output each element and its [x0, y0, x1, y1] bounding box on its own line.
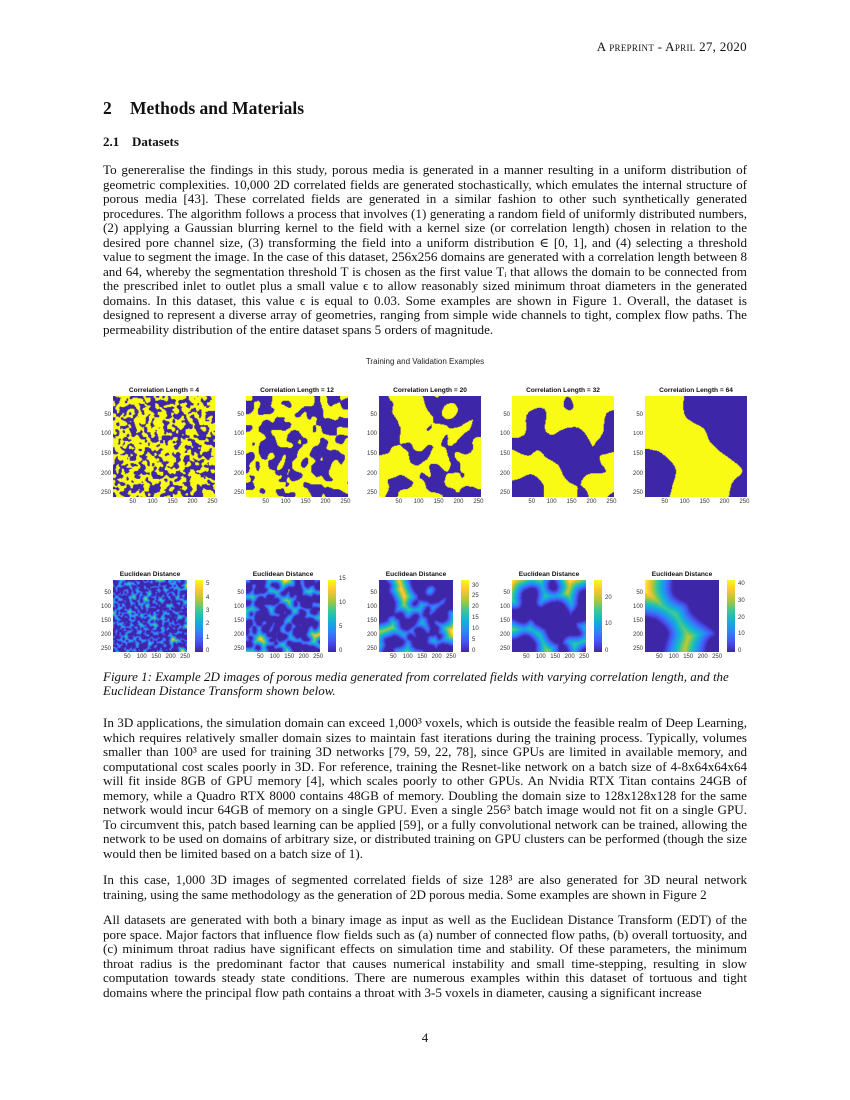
edt-ytick: 150 — [366, 618, 377, 625]
paragraph-3d-applications: In 3D applications, the simulation domain can exceed 1,000³ voxels, which is outside the feasible realm of Deep Learning, which requires relatively smaller domain sizes to maintain fast iterations during the training process. Typically, volumes smaller than 100³ are used for training 3D networks [79, 59, 22, 78], since GPUs are limited in available memory, and computational cost scales poorly in 3D. For reference, training the Resnet-like network on a batch size of 4-8x64x64x64 will fit inside 8GB of GPU memory [4], which scales poorly to other GPUs. An Nvidia RTX Titan contains 24GB of memory, while a Quadro RTX 8000 contains 48GB of memory. Doubling the domain size to 128x128x128 for the same network would incur 64GB of memory on a single GPU. Even a single 256³ batch image would not fit on a single GPU. To circumvent this, patch based learning can be applied [59], or a fully convolutional network can be trained, allowing the network to be used on domains of arbitrary size, or distributed training on GPU clusters can be performed (though the size would then be limited based on a batch size of 1). — [103, 715, 747, 861]
paragraph-datasets: To genereralise the findings in this study, porous media is generated in a manner resulting in a uniform distribution of geometric complexities. 10,000 2D correlated fields are generated stochastically, which emulates the internal structure of porous media [43]. These correlated fields are generated in a similar fashion to other such synthetically generated procedures. The algorithm follows a process that involves (1) generating a random field of uniformly distributed numbers, (2) applying a Gaussian blurring kernel to the field with a kernel size (or correlation length) chosen in relation to the desired pore channel size, (3) transforming the field into a uniform distribution ∈ [0, 1], and (4) selecting a threshold value to segment the image. In the case of this dataset, 256x256 domains are generated with a correlation length between 8 and 64, whereby the segmentation threshold T is chosen as the first value Tᵢ that allows the domain to be connected from the prescribed inlet to outlet plus a small value ϵ to allow reasonably sized minimum throat diameters in the generated domains. In this dataset, this value ϵ is equal to 0.03. Some examples are shown in Figure 1. Overall, the dataset is designed to represent a diverse array of geometries, ranging from simple wide channels to tight, complex flow paths. The permeability distribution of the entire dataset spans 5 orders of magnitude. — [103, 162, 747, 338]
colorbar-tick: 10 — [738, 631, 745, 638]
binary-xtick: 200 — [187, 499, 198, 505]
edt-ytick: 100 — [100, 603, 111, 610]
binary-ytick: 200 — [366, 470, 377, 477]
edt-xtick: 200 — [564, 654, 575, 660]
binary-porous-image — [512, 396, 614, 497]
figure-caption: Figure 1: Example 2D images of porous media generated from correlated fields with varying correlation length, and the Euclidean Distance Transform shown below. — [103, 669, 729, 698]
subsection-heading — [103, 134, 179, 150]
colorbar-tick: 1 — [206, 634, 210, 641]
colorbar-tick: 20 — [605, 594, 612, 601]
binary-xtick: 50 — [661, 499, 669, 505]
edt-ytick: 200 — [366, 632, 377, 639]
running-header: A preprint - April 27, 2020 — [596, 39, 747, 54]
binary-ytick: 150 — [499, 450, 510, 457]
binary-panel-title: Correlation Length = 20 — [393, 387, 467, 394]
binary-xtick: 50 — [262, 499, 270, 505]
binary-xtick: 50 — [395, 499, 403, 505]
edt-xtick: 150 — [151, 654, 162, 660]
colorbar-tick: 5 — [206, 581, 210, 588]
colorbar-tick: 20 — [738, 614, 745, 621]
colorbar-tick: 15 — [339, 576, 346, 582]
binary-xtick: 50 — [129, 499, 137, 505]
colorbar-tick: 40 — [738, 581, 745, 588]
binary-ytick: 150 — [100, 450, 111, 457]
colorbar-tick: 30 — [472, 582, 479, 589]
edt-xtick: 100 — [402, 654, 413, 660]
edt-ytick: 250 — [233, 646, 244, 653]
colorbar — [727, 580, 735, 652]
binary-xtick: 250 — [473, 499, 484, 505]
binary-ytick: 250 — [100, 490, 111, 497]
edt-panel-title: Euclidean Distance — [252, 571, 314, 578]
section-heading — [103, 98, 304, 119]
colorbar-tick: 10 — [472, 626, 479, 633]
edt-panel-title: Euclidean Distance — [651, 571, 713, 578]
colorbar — [594, 580, 602, 652]
edt-xtick: 50 — [655, 654, 663, 660]
edt-image — [246, 580, 320, 652]
edt-ytick: 50 — [104, 589, 111, 596]
edt-ytick: 100 — [632, 603, 643, 610]
binary-panel-title: Correlation Length = 12 — [260, 387, 334, 394]
section-title: Methods and Materials — [130, 98, 305, 118]
edt-xtick: 50 — [522, 654, 530, 660]
edt-ytick: 250 — [632, 646, 643, 653]
binary-xtick: 100 — [280, 499, 291, 505]
paragraph-edt: All datasets are generated with both a binary image as input as well as the Euclidean Distance Transform (EDT) of the pore space. Major factors that influence flow fields such as (a) number of connected flow paths, (b) overall tortuosity, and (c) minimum throat radius have significant effects on simulation time and stability. Of these parameters, the minimum throat radius is the predominant factor that causes numerical instability and small time-stepping, resulting in slow computation towards steady state conditions. There are numerous examples within this dataset of tortuous and tight domains where the principal flow path contains a throat with 3-5 voxels in diameter, causing a significant increase — [103, 912, 747, 1000]
binary-xtick: 250 — [739, 499, 750, 505]
colorbar — [195, 580, 203, 652]
colorbar — [328, 580, 336, 652]
binary-ytick: 250 — [632, 490, 643, 497]
colorbar-tick: 5 — [339, 624, 343, 630]
binary-xtick: 200 — [320, 499, 331, 505]
colorbar-tick: 0 — [206, 648, 210, 654]
binary-porous-image — [645, 396, 747, 497]
edt-xtick: 150 — [417, 654, 428, 660]
edt-panel-title: Euclidean Distance — [119, 571, 181, 578]
edt-xtick: 50 — [256, 654, 264, 660]
edt-ytick: 150 — [233, 618, 244, 625]
binary-ytick: 250 — [499, 490, 510, 497]
edt-image — [512, 580, 586, 652]
binary-xtick: 150 — [433, 499, 444, 505]
colorbar-tick: 5 — [472, 637, 476, 644]
edt-image — [645, 580, 719, 652]
binary-xtick: 200 — [453, 499, 464, 505]
figure-title: Training and Validation Examples — [365, 357, 485, 366]
colorbar-tick: 4 — [206, 594, 210, 601]
binary-panel-title: Correlation Length = 64 — [659, 387, 733, 394]
edt-ytick: 250 — [499, 646, 510, 653]
binary-xtick: 250 — [207, 499, 218, 505]
edt-xtick: 50 — [389, 654, 397, 660]
binary-ytick: 250 — [233, 490, 244, 497]
edt-xtick: 100 — [136, 654, 147, 660]
colorbar-tick: 0 — [472, 648, 476, 654]
binary-ytick: 200 — [632, 470, 643, 477]
binary-ytick: 100 — [632, 431, 643, 438]
colorbar-tick: 3 — [206, 608, 210, 614]
binary-ytick: 100 — [233, 431, 244, 438]
edt-ytick: 50 — [237, 589, 244, 596]
page-number: 4 — [421, 1030, 429, 1045]
edt-ytick: 200 — [100, 632, 111, 639]
subsection-title: Datasets — [132, 134, 179, 149]
binary-ytick: 200 — [499, 470, 510, 477]
binary-xtick: 150 — [699, 499, 710, 505]
binary-panel-title: Correlation Length = 4 — [128, 387, 200, 394]
edt-xtick: 100 — [668, 654, 679, 660]
edt-xtick: 200 — [165, 654, 176, 660]
edt-ytick: 150 — [499, 618, 510, 625]
subsection-number: 2.1 — [103, 134, 120, 149]
colorbar-tick: 10 — [605, 621, 612, 628]
binary-xtick: 200 — [719, 499, 730, 505]
edt-xtick: 250 — [180, 654, 191, 660]
binary-ytick: 250 — [366, 490, 377, 497]
edt-xtick: 250 — [579, 654, 590, 660]
binary-ytick: 150 — [366, 450, 377, 457]
edt-ytick: 100 — [233, 603, 244, 610]
binary-xtick: 200 — [586, 499, 597, 505]
edt-panel-title: Euclidean Distance — [518, 571, 580, 578]
binary-xtick: 250 — [606, 499, 617, 505]
colorbar — [461, 580, 469, 652]
colorbar-tick: 15 — [472, 615, 479, 622]
colorbar-tick: 25 — [472, 593, 479, 600]
section-number: 2 — [103, 98, 112, 118]
colorbar-tick: 30 — [738, 597, 745, 604]
binary-ytick: 50 — [636, 411, 643, 418]
edt-xtick: 200 — [697, 654, 708, 660]
edt-xtick: 100 — [269, 654, 280, 660]
colorbar-tick: 0 — [339, 648, 343, 654]
binary-porous-image — [246, 396, 348, 497]
binary-xtick: 100 — [147, 499, 158, 505]
edt-xtick: 200 — [431, 654, 442, 660]
paragraph-3d-dataset: In this case, 1,000 3D images of segmented correlated fields of size 128³ are also generated for 3D neural network training, using the same methodology as the generation of 2D porous media. Some examples are shown in Figure 2 — [103, 872, 747, 902]
binary-porous-image — [113, 396, 215, 497]
edt-ytick: 50 — [636, 589, 643, 596]
edt-xtick: 250 — [712, 654, 723, 660]
colorbar-tick: 10 — [339, 600, 346, 606]
binary-ytick: 100 — [100, 431, 111, 438]
colorbar-tick: 0 — [605, 648, 609, 654]
edt-panel-title: Euclidean Distance — [385, 571, 447, 578]
edt-xtick: 100 — [535, 654, 546, 660]
edt-ytick: 50 — [370, 589, 377, 596]
binary-xtick: 150 — [300, 499, 311, 505]
edt-xtick: 200 — [298, 654, 309, 660]
edt-xtick: 250 — [446, 654, 457, 660]
edt-ytick: 250 — [366, 646, 377, 653]
colorbar-tick: 2 — [206, 621, 210, 628]
binary-ytick: 50 — [503, 411, 510, 418]
edt-ytick: 200 — [233, 632, 244, 639]
binary-xtick: 150 — [566, 499, 577, 505]
edt-xtick: 250 — [313, 654, 324, 660]
binary-ytick: 50 — [370, 411, 377, 418]
edt-ytick: 200 — [499, 632, 510, 639]
edt-xtick: 50 — [123, 654, 131, 660]
edt-image — [113, 580, 187, 652]
binary-ytick: 50 — [237, 411, 244, 418]
binary-xtick: 100 — [679, 499, 690, 505]
colorbar-tick: 0 — [738, 648, 742, 654]
binary-xtick: 250 — [340, 499, 351, 505]
binary-xtick: 100 — [413, 499, 424, 505]
edt-ytick: 150 — [100, 618, 111, 625]
binary-ytick: 150 — [632, 450, 643, 457]
binary-ytick: 150 — [233, 450, 244, 457]
edt-xtick: 150 — [284, 654, 295, 660]
binary-panel-title: Correlation Length = 32 — [526, 387, 600, 394]
binary-xtick: 100 — [546, 499, 557, 505]
edt-xtick: 150 — [683, 654, 694, 660]
edt-ytick: 250 — [100, 646, 111, 653]
binary-porous-image — [379, 396, 481, 497]
edt-ytick: 200 — [632, 632, 643, 639]
edt-ytick: 100 — [499, 603, 510, 610]
binary-ytick: 200 — [100, 470, 111, 477]
binary-xtick: 50 — [528, 499, 536, 505]
colorbar-tick: 20 — [472, 604, 479, 611]
binary-ytick: 100 — [499, 431, 510, 438]
binary-ytick: 100 — [366, 431, 377, 438]
edt-ytick: 150 — [632, 618, 643, 625]
edt-ytick: 50 — [503, 589, 510, 596]
binary-xtick: 150 — [167, 499, 178, 505]
binary-ytick: 200 — [233, 470, 244, 477]
binary-ytick: 50 — [104, 411, 111, 418]
edt-xtick: 150 — [550, 654, 561, 660]
edt-ytick: 100 — [366, 603, 377, 610]
edt-image — [379, 580, 453, 652]
